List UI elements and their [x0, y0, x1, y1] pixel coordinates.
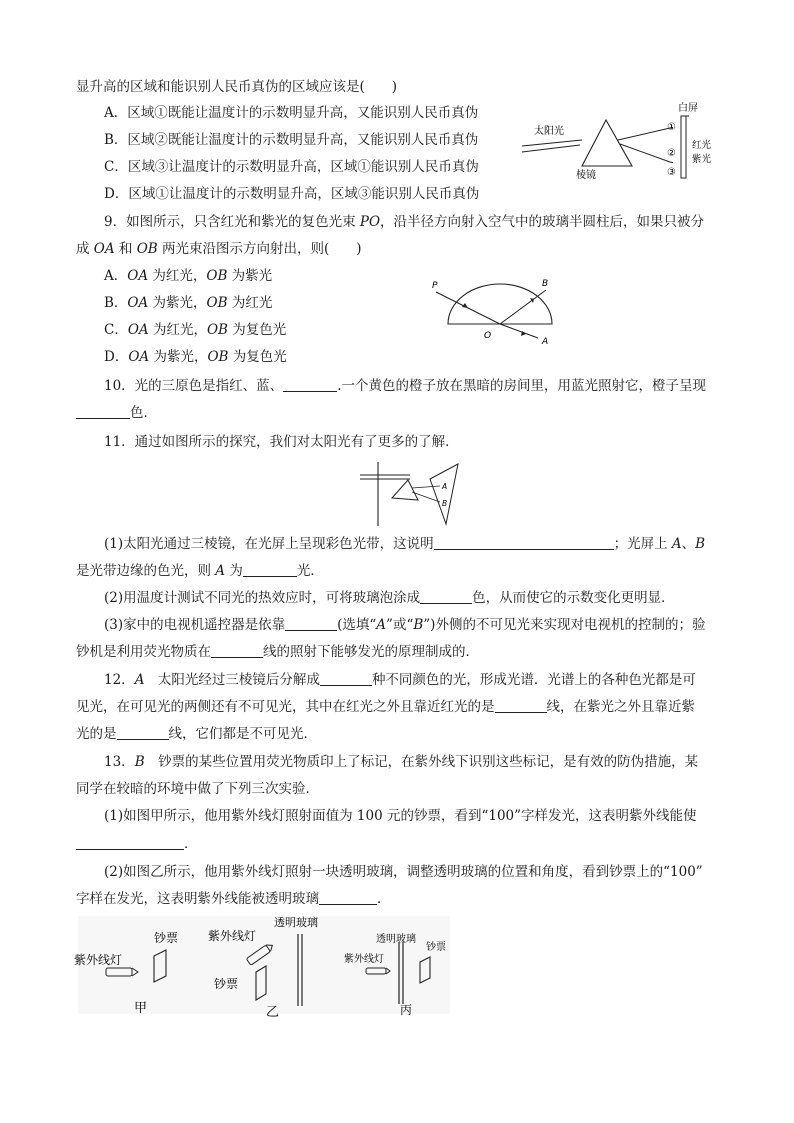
q9-option-d: D．OA 为紫光，OB 为复色光 — [104, 349, 287, 365]
q11-blank-2[interactable] — [243, 562, 297, 577]
yi-glass-label: 透明玻璃 — [274, 916, 318, 929]
q9-option-c: C．OA 为红光，OB 为复色光 — [104, 322, 287, 338]
q8-option-b: B．区域②既能让温度计的示数明显升高，又能识别人民币真伪 — [104, 132, 479, 148]
q13-line2: 同学在较暗的环境中做了下列三次实验． — [76, 781, 319, 797]
jia-uv-lamp-label: 紫外线灯 — [74, 953, 123, 967]
prism-dispersion-figure — [520, 100, 720, 182]
q12-blank-2[interactable] — [495, 698, 547, 713]
q10-blank-1[interactable] — [283, 377, 337, 392]
yi-banknote-label: 钞票 — [214, 977, 239, 991]
q11-part3-line1: (3)家中的电视机遥控器是依靠 (选填“A”或“B”)外侧的不可见光来实现对电视机的控制的；验 — [104, 617, 706, 633]
semicircle-glass-figure — [428, 272, 568, 348]
label-o: O — [484, 331, 492, 341]
q9-option-a: A．OA 为红光，OB 为紫光 — [104, 268, 273, 284]
q11-part1-line2: 是光带边缘的色光，则 A 为 光． — [76, 563, 324, 579]
prism-shape — [582, 120, 632, 166]
q13-part1-answer: ． — [76, 834, 198, 854]
region-3: ③ — [667, 167, 676, 178]
q8-option-a: A．区域①既能让温度计的示数明显升高，又能识别人民币真伪 — [104, 105, 479, 121]
q13-part1: (1)如图甲所示，他用紫外线灯照射面值为 100 元的钞票，看到“100”字样发光，这表明紫外线能使 — [104, 808, 697, 824]
red-light-label: 红光 — [692, 140, 712, 151]
q12-grade: A — [134, 672, 145, 688]
q11-blank-3[interactable] — [420, 589, 472, 604]
glass-semicylinder — [448, 284, 552, 324]
bing-banknote-label: 钞票 — [426, 942, 446, 953]
q11-part1-line1: (1)太阳光通过三棱镜，在光屏上呈现彩色光带，这说明 ；光屏上 A、B — [104, 536, 706, 552]
prism-screen-figure — [360, 462, 464, 526]
q11-stem: 11．通过如图所示的探究，我们对太阳光有了更多的了解． — [104, 434, 459, 450]
label-jia: 甲 — [134, 1001, 148, 1016]
q10-line2: 色． — [76, 403, 157, 423]
q12-line3: 光的是 线，它们都是不可见光． — [76, 726, 317, 742]
label-a: A — [542, 337, 549, 347]
q12-line1: 12．A 太阳光经过三棱镜后分解成 种不同颜色的光，形成光谱．光谱上的各种色光都是可 — [104, 672, 696, 688]
q12-blank-1[interactable] — [320, 671, 372, 686]
violet-light-label: 紫光 — [692, 154, 712, 165]
q13-part2-line2: 字样在发光，这表明紫外线能被透明玻璃 ． — [76, 891, 391, 907]
label-bing: 丙 — [400, 1003, 413, 1017]
triangular-prism — [392, 480, 418, 500]
q9-stem-line2: 成 OA 和 OB 两光束沿图示方向射出，则( ) — [76, 241, 362, 257]
region-2: ② — [667, 148, 676, 159]
jia-banknote-label: 钞票 — [154, 931, 179, 945]
bing-glass-label: 透明玻璃 — [376, 934, 416, 945]
uv-experiment-figure — [74, 912, 454, 1018]
q9-option-b: B．OA 为紫光，OB 为红光 — [104, 295, 273, 311]
q10-blank-2[interactable] — [76, 404, 130, 419]
light-screen — [430, 464, 458, 524]
q13-line1: 13．B 钞票的某些位置用荧光物质印上了标记，在紫外线下识别这些标记，是有效的防伪措施，某 — [104, 754, 699, 770]
screen-label-b: B — [442, 499, 448, 508]
q9-stem-line1: 9．如图所示，只含红光和紫光的复色光束 PO，沿半径方向射入空气中的玻璃半圆柱后，如果只被分 — [104, 214, 705, 230]
bing-uv-lamp-label: 紫外线灯 — [344, 954, 384, 965]
q13-blank-2[interactable] — [319, 890, 377, 905]
q11-blank-5[interactable] — [211, 643, 263, 658]
screen-label-a: A — [442, 482, 448, 491]
screen-label: 白屏 — [678, 103, 698, 114]
sunlight-label: 太阳光 — [534, 126, 564, 137]
label-yi: 乙 — [266, 1005, 280, 1018]
q10-line1: 10．光的三原色是指红、蓝、 .一个黄色的橙子放在黑暗的房间里，用蓝光照射它，橙子呈现 — [104, 378, 706, 394]
q8-option-c: C．区域③让温度计的示数明显升高，区域①能识别人民币真伪 — [104, 159, 479, 175]
q8-stem: 显升高的区域和能识别人民币真伪的区域应该是( ) — [76, 79, 398, 95]
q11-part3-line2: 钞机是利用荧光物质在 线的照射下能够发光的原理制成的． — [76, 644, 479, 660]
q8-option-d: D．区域①让温度计的示数明显升高，区域③能识别人民币真伪 — [104, 186, 480, 202]
q11-part2: (2)用温度计测试不同光的热效应时，可将玻璃泡涂成 色，从而使它的示数变化更明显． — [104, 590, 675, 606]
q13-grade: B — [134, 754, 145, 770]
q13-blank-1[interactable] — [76, 835, 184, 850]
q11-blank-4[interactable] — [285, 616, 337, 631]
q12-blank-3[interactable] — [117, 725, 169, 740]
label-p: P — [432, 281, 438, 291]
q12-line2: 见光，在可见光的两侧还有不可见光，其中在红光之外且靠近红光的是 线，在紫光之外且靠近紫 — [76, 699, 695, 715]
q13-part2-line1: (2)如图乙所示，他用紫外线灯照射一块透明玻璃，调整透明玻璃的位置和角度，看到钞票上的“100” — [104, 864, 703, 880]
white-screen — [681, 116, 686, 178]
q11-blank-1[interactable] — [434, 535, 614, 550]
prism-label: 棱镜 — [576, 170, 596, 181]
yi-uv-lamp-label: 紫外线灯 — [208, 929, 257, 943]
region-1: ① — [667, 122, 676, 133]
label-b: B — [542, 279, 549, 289]
